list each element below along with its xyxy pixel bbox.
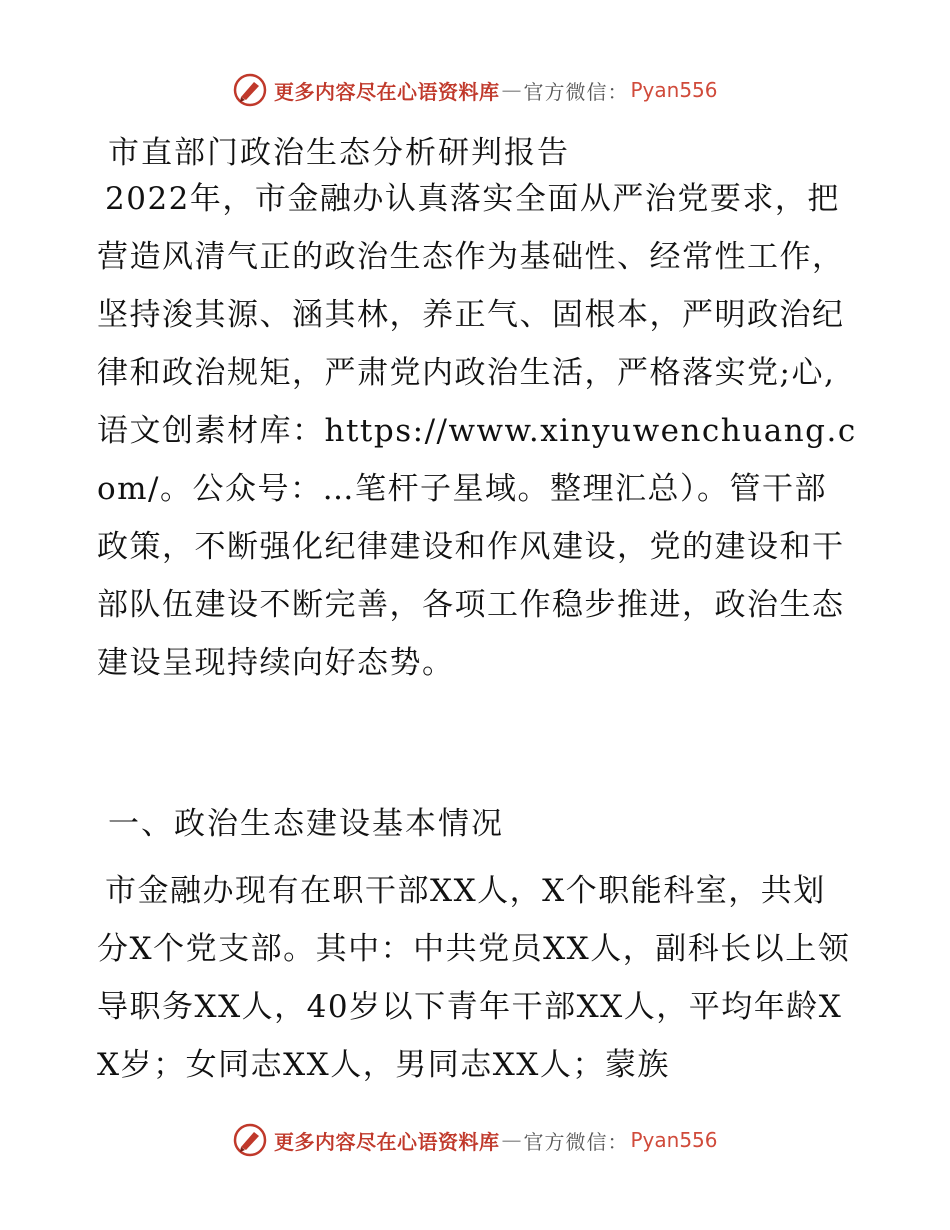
watermark-sub-text: 官方微信：: [523, 1129, 629, 1154]
pen-logo-icon: [232, 72, 268, 108]
watermark-main-text: 更多内容尽在心语资料库: [274, 1129, 500, 1154]
paragraph-basic-info: 市金融办现有在职干部XX人，X个职能科室，共划分X个党支部。其中：中共党员XX人，副科长以上领导职务XX人，40岁以下青年干部XX人，平均年龄XX岁；女同志XX人，男同志XX人；蒙族: [97, 873, 851, 1083]
document-title: 市直部门政治生态分析研判报告: [108, 135, 570, 171]
watermark-banner-bottom: [232, 1120, 752, 1160]
paragraph-intro: 2022年，市金融办认真落实全面从严治党要求，把营造风清气正的政治生态作为基础性、经常性工作，坚持浚其源、涵其林，养正气、固根本，严明政治纪律和政治规矩，严肃党内政治生活，严格落实党;心,语文创素材库：https://www.xinyuwenchuang.com/。公众号：…笔杆子星域。整理汇总）。管干部政策，不断强化纪律建设和作风建设，党的建设和干部队伍建设不断完善，各项工作稳步推进，政治生态建设呈现持续向好态势。: [97, 181, 857, 681]
watermark-dash: —: [501, 78, 522, 102]
watermark-main-text: 更多内容尽在心语资料库: [274, 79, 500, 104]
watermark-banner-top: [232, 70, 752, 110]
section-heading-1: 一、政治生态建设基本情况: [108, 806, 504, 842]
watermark-dash: —: [501, 1128, 522, 1152]
watermark-sub-text: 官方微信：: [523, 79, 629, 104]
pen-logo-icon: [232, 1122, 268, 1158]
watermark-wechat-id: Pyan556: [630, 78, 718, 102]
watermark-wechat-id: Pyan556: [630, 1128, 718, 1152]
